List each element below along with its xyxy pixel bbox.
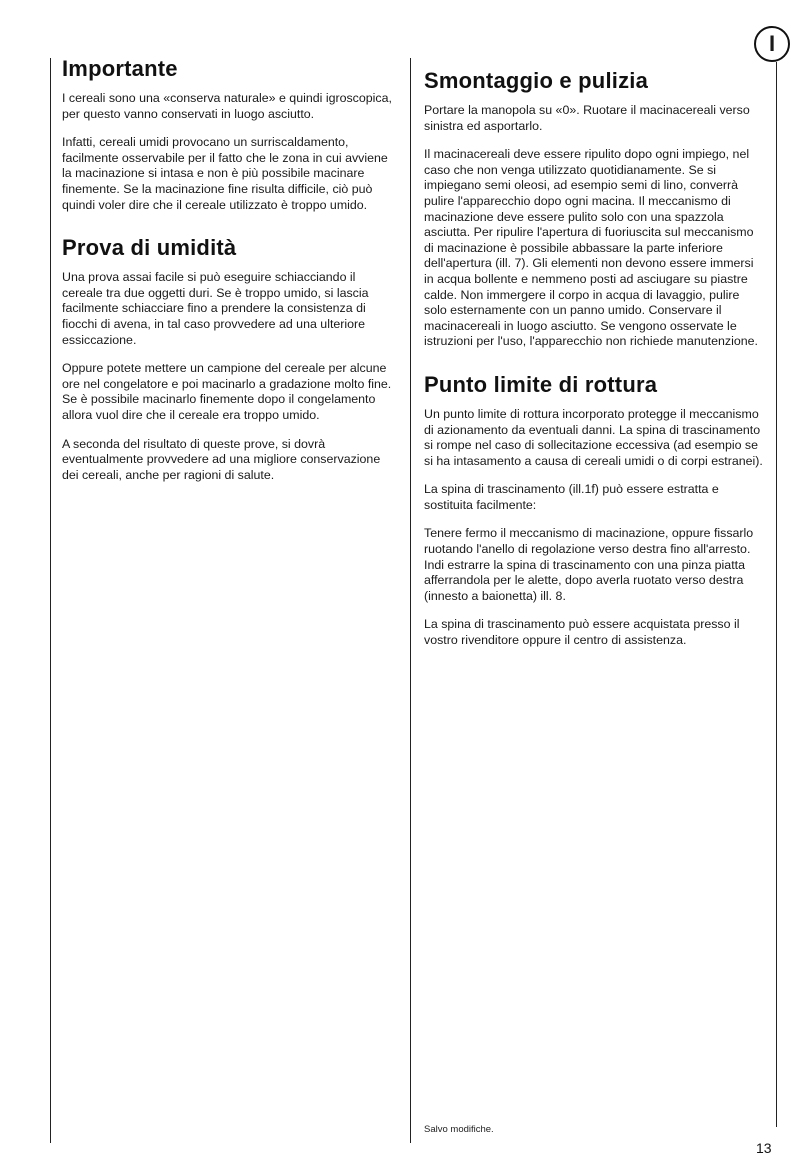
left-column (62, 56, 397, 505)
center-column-rule (410, 58, 411, 1143)
section-heading: Importante (62, 56, 178, 81)
paragraph: I cereali sono una «conserva naturale» e quindi igroscopica, per questo vanno conservati in luogo asciutto. (62, 91, 392, 121)
paragraph: Oppure potete mettere un campione del cereale per alcune ore nel congelatore e poi macinarlo a gradazione molto fine. Se è possibile macinarlo finemente dopo il congelamento allora vuol dire che il cereale era troppo umido. (62, 361, 392, 422)
paragraph: La spina di trascinamento può essere acquistata presso il vostro rivenditore oppure il centro di assistenza. (424, 617, 740, 648)
paragraph: Un punto limite di rottura incorporato protegge il meccanismo di azionamento da eventuali danni. La spina di trascinamento si rompe nel caso di sollecitazione eccessiva (ad esempio se si ha intasamento a causa di cereali umidi o di corpi estranei). (424, 406, 763, 468)
paragraph: Il macinacereali deve essere ripulito dopo ogni impiego, nel caso che non venga utilizzato quotidianamente. Se si impiegano semi oleosi, ad esempio semi di lino, converrà pulire l'apparecchio dopo ogni macina. Il meccanismo di macinazione deve essere pulito solo con una spazzola asciutta. Per ripulire l'apertura di fuoriuscita sul meccanismo di macinazione è possibile abbassare la parte inferiore dell'apertura (ill. 7). Gli elementi non devono essere immersi in acqua bollente e nemmeno posti ad asciugare su piastre calde. Non immergere il corpo in acqua di lavaggio, pulire solo esternamente con un panno umido. Conservare il macinacereali in luogo asciutto. Se vengono osservate le istruzioni per l'uso, l'apparecchio non richiede manutenzione. (424, 147, 758, 349)
section-heading: Punto limite di rottura (424, 371, 658, 397)
section-prova-di-umidita (62, 235, 397, 483)
right-column (424, 68, 764, 671)
page-number: 13 (756, 1140, 772, 1156)
paragraph: Portare la manopola su «0». Ruotare il macinacereali verso sinistra ed asportarlo. (424, 103, 750, 133)
section-punto-limite-di-rottura (424, 372, 764, 649)
paragraph: Una prova assai facile si può eseguire schiacciando il cereale tra due oggetti duri. Se è troppo umido, si lascia facilmente schiacciare fino a prendere la consistenza di fiocchi di avena, in tal caso provvedere ad una ulteriore essiccazione. (62, 270, 369, 347)
paragraph: A seconda del risultato di queste prove, si dovrà eventualmente provvedere ad una migliore conservazione dei cereali, anche per ragioni di salute. (62, 436, 381, 482)
language-badge: I (754, 26, 790, 62)
paragraph: Infatti, cereali umidi provocano un surriscaldamento, facilmente osservabile per il fatto che le zona in cui avviene la macinazione si intasa e non è più possibile macinare finemente. Se la macinazione fine risulta difficile, ciò può quindi voler dire che il cereale utilizzato è troppo umido. (62, 135, 388, 212)
section-smontaggio-e-pulizia (424, 68, 764, 350)
footnote: Salvo modifiche. (424, 1124, 494, 1135)
section-heading: Smontaggio e pulizia (424, 68, 649, 93)
section-heading: Prova di umidità (62, 235, 237, 261)
paragraph: Tenere fermo il meccanismo di macinazione, oppure fissarlo ruotando l'anello di regolazione verso destra fino all'arresto. Indi estrarre la spina di trascinamento con una pinza piatta afferrandola per le alette, dopo averla ruotato verso destra (innesto a baionetta) ill. 8. (424, 526, 754, 603)
right-column-rule (776, 62, 777, 1127)
section-importante (62, 56, 397, 213)
paragraph: La spina di trascinamento (ill.1f) può essere estratta e sostituita facilmente: (424, 482, 719, 512)
left-column-rule (50, 58, 51, 1143)
